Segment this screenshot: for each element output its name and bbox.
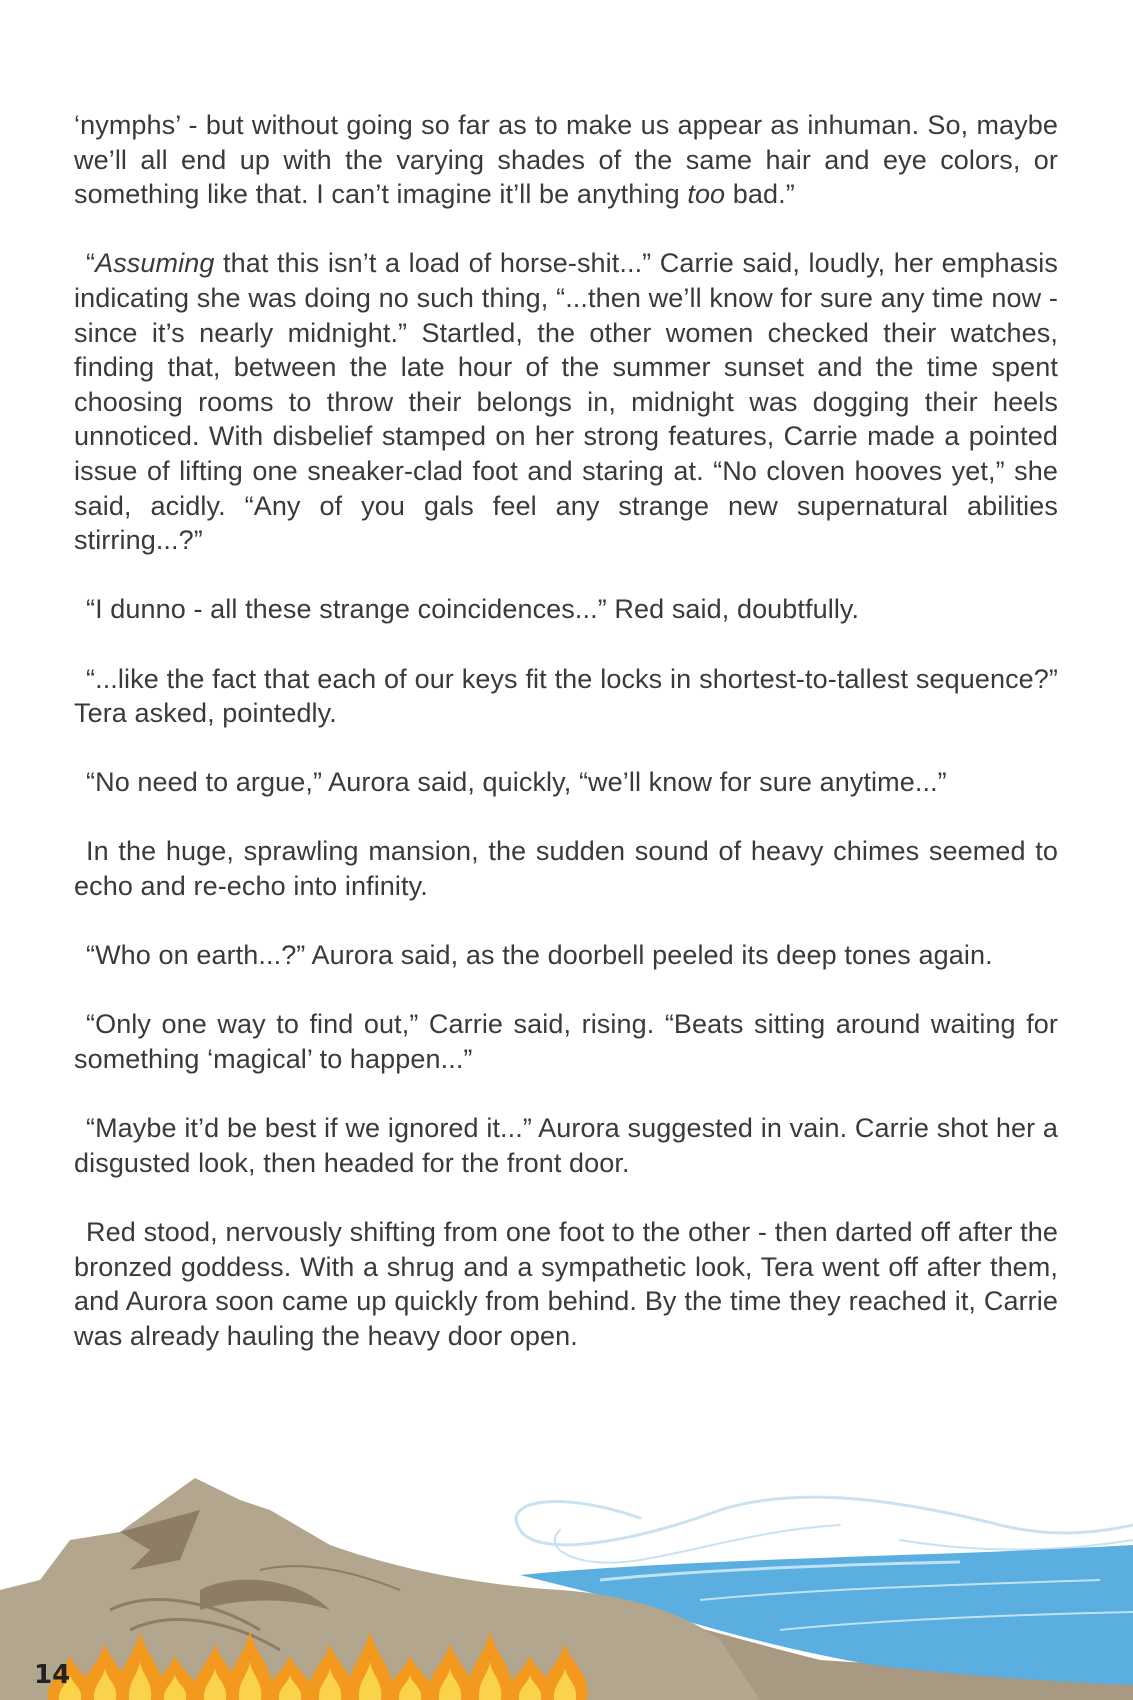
text-run: “Maybe it’d be best if we ignored it...” Aurora suggested in vain. Carrie shot her a disgusted look, then headed for the front door. bbox=[74, 1113, 1058, 1178]
paragraph bbox=[74, 938, 1058, 973]
footer-illustration bbox=[0, 1470, 1133, 1700]
paragraph bbox=[74, 765, 1058, 800]
text-run: “Only one way to find out,” Carrie said, rising. “Beats sitting around waiting for something ‘magical’ to happen...” bbox=[74, 1009, 1058, 1075]
paragraph bbox=[74, 1111, 1058, 1180]
paragraph bbox=[74, 1215, 1058, 1353]
text-run: bad.” bbox=[725, 179, 795, 210]
paragraph bbox=[74, 834, 1058, 903]
text-run: ‘nymphs’ - but without going so far as to make us appear as inhuman. So, maybe we’ll all end up with the varying shades of the same hair and eye colors, or something like that. I can’t imagine it’ll be anything bbox=[74, 110, 1058, 210]
text-run: “ bbox=[86, 248, 96, 279]
text-run: “Who on earth...?” Aurora said, as the doorbell peeled its deep tones again. bbox=[86, 940, 993, 971]
paragraph bbox=[74, 1007, 1058, 1076]
text-run: Red stood, nervously shifting from one foot to the other - then darted off after the bronzed goddess. With a shrug and a sympathetic look, Tera went off after them, and Aurora soon came up quickly from behind. By the time they reached it, Carrie was already hauling the heavy door open. bbox=[74, 1217, 1058, 1351]
italic-text: too bbox=[687, 179, 726, 210]
paragraph bbox=[74, 108, 1058, 212]
paragraph bbox=[74, 246, 1058, 557]
text-run: “No need to argue,” Aurora said, quickly, “we’ll know for sure anytime...” bbox=[86, 767, 947, 798]
paragraph bbox=[74, 592, 1058, 627]
page-number: 14 bbox=[34, 1660, 71, 1690]
paragraph bbox=[74, 662, 1058, 731]
text-run: In the huge, sprawling mansion, the sudden sound of heavy chimes seemed to echo and re-echo into infinity. bbox=[74, 836, 1058, 902]
text-run: “I dunno - all these strange coincidences...” Red said, doubtfully. bbox=[86, 594, 860, 625]
italic-text: Assuming bbox=[95, 248, 215, 279]
text-run: “...like the fact that each of our keys fit the locks in shortest-to-tallest sequence?” Tera asked, pointedly. bbox=[74, 663, 1058, 729]
body-text bbox=[74, 108, 1058, 1388]
text-run: that this isn’t a load of horse-shit...” Carrie said, loudly, her emphasis indicating she was doing no such thing, “...then we’ll know for sure any time now - since it’s nearly midnight.” Startled, the other women checked their watches, finding that, between the late hour of the summer sunset and the time spent choosing rooms to throw their belongs in, midnight was dogging their heels unnoticed. With disbelief stamped on her strong features, Carrie made a pointed issue of lifting one sneaker-clad foot and staring at. “No cloven hooves yet,” she said, acidly. “Any of you gals feel any strange new supernatural abilities stirring...?” bbox=[74, 248, 1058, 556]
